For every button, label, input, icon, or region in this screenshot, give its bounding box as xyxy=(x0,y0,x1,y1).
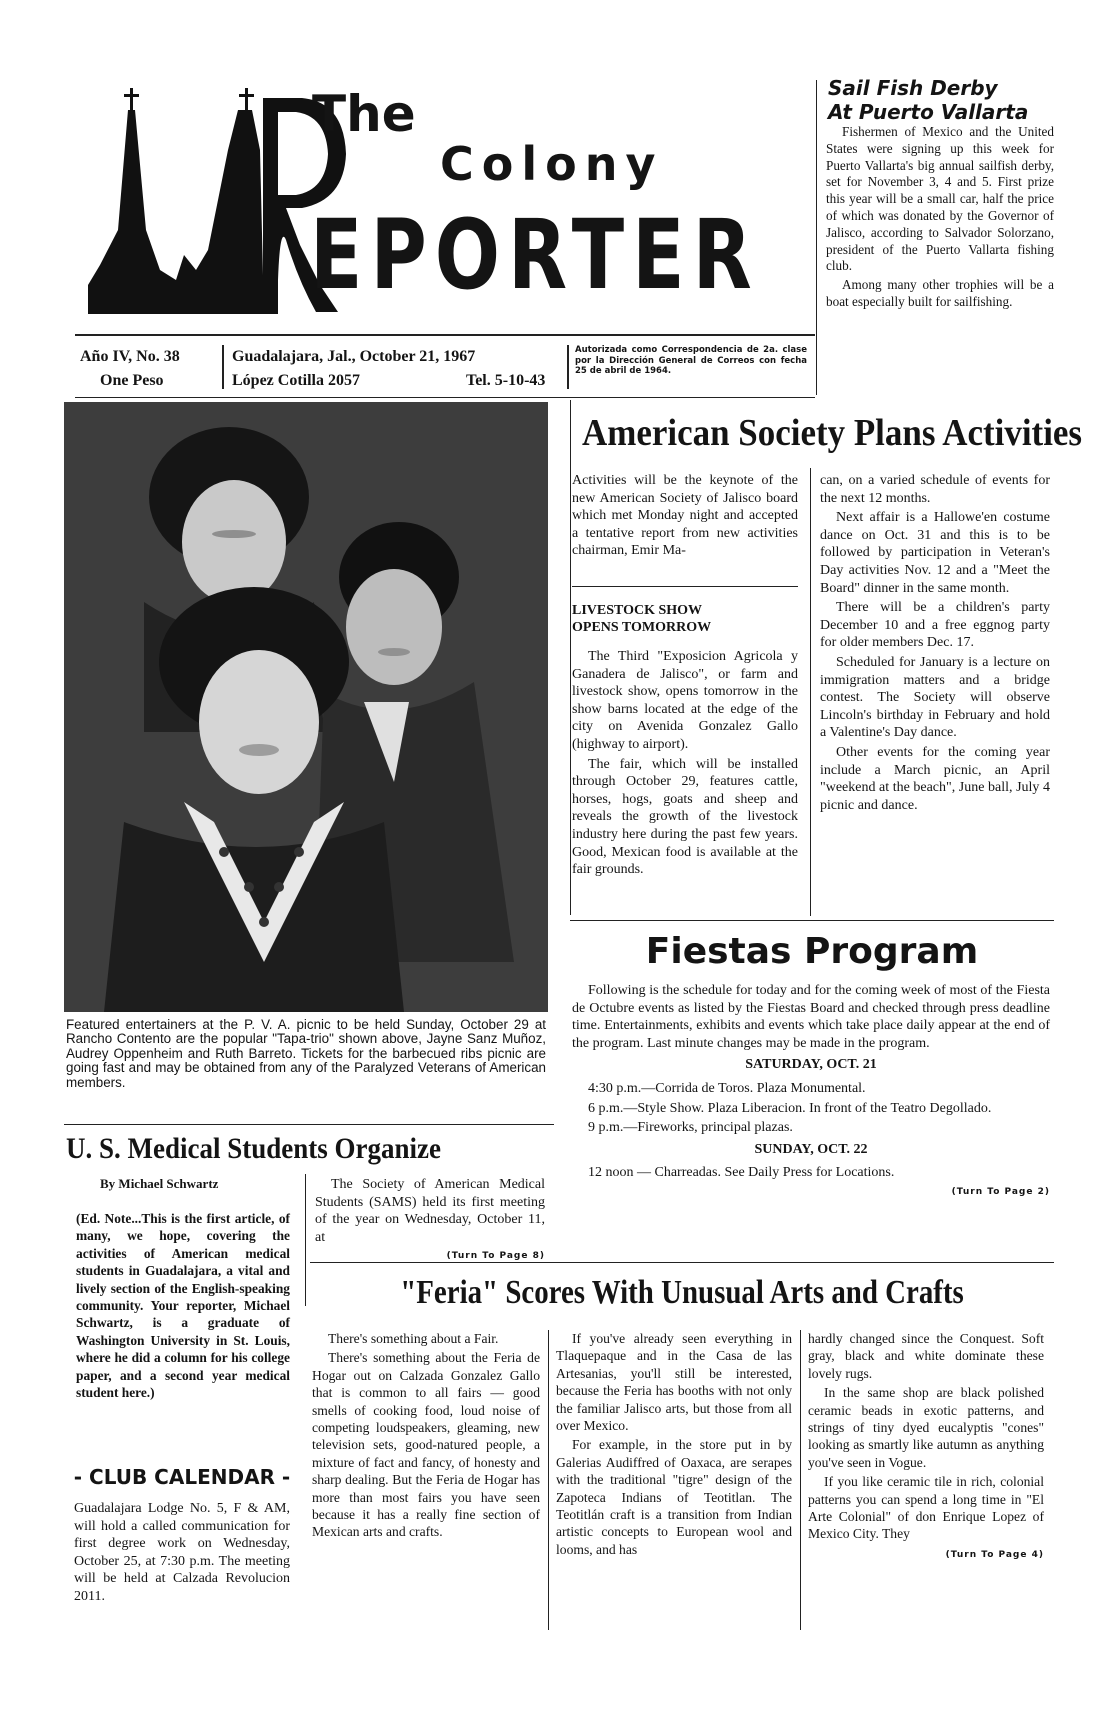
feria-turn: (Turn To Page 4) xyxy=(945,1549,1044,1560)
trio-photo-image xyxy=(64,402,548,1012)
section-rule xyxy=(572,586,798,587)
photo-caption: Featured entertainers at the P. V. A. picnic to be held Sunday, October 29 at Rancho Contento are the popular "Tapa-trio" shown above, Jayne Sanz Muñoz, Audrey Oppenheim and Ruth Barreto. Tickets for the barbecued ribs picnic are going fast and may be obtained from any of the Paralyzed Veterans of American members. xyxy=(66,1017,546,1090)
column-rule xyxy=(816,80,817,395)
society-paragraph: Other events for the coming year include a March picnic, an April "weekend at the beach", June ball, July 4 picnic and dance. xyxy=(820,744,1050,813)
section-rule xyxy=(570,920,1054,921)
column-rule xyxy=(570,400,571,915)
issue-number: Año IV, No. 38 xyxy=(80,348,180,365)
society-paragraph: Next affair is a Hallowe'en costume dance on Oct. 31 and this is to be followed by participation in Veteran's Day activities Nov. 12 and a "Meet the Board" dinner in the same month. xyxy=(820,510,1050,596)
masthead-divider xyxy=(567,345,569,389)
feria-paragraph: If you've already seen everything in Tlaquepaque and in the Casa de las Artesanias, you'll still be interested, because the Feria has booths with not only the familiar Jalisco arts, but those from all over Mexico. xyxy=(556,1331,792,1434)
sailfish-headline-1: Sail Fish Derby xyxy=(828,76,998,100)
medical-headline: U. S. Medical Students Organize xyxy=(66,1132,442,1165)
fiestas-day: SATURDAY, OCT. 21 xyxy=(745,1057,877,1073)
city-date: Guadalajara, Jal., October 21, 1967 xyxy=(232,348,476,365)
masthead-divider xyxy=(222,345,224,389)
medical-body xyxy=(315,1176,545,1266)
fiestas-event: 9 p.m.—Fireworks, principal plazas. xyxy=(588,1120,793,1136)
livestock-body xyxy=(572,648,798,881)
club-body: Guadalajara Lodge No. 5, F & AM, will hold a called communication for first degree work on Wednesday, October 25, at 7:30 p.m. The meeting will be held at Calzada Revolucion 2011. xyxy=(74,1501,290,1604)
fiestas-event: 12 noon — Charreadas. See Daily Press for Locations. xyxy=(588,1165,895,1181)
medical-turn: (Turn To Page 8) xyxy=(446,1251,545,1262)
address: López Cotilla 2057 xyxy=(232,372,360,389)
club-headline: - CLUB CALENDAR - xyxy=(73,1465,291,1489)
feria-paragraph: hardly changed since the Conquest. Soft gray, black and white dominate these lovely rugs. xyxy=(808,1331,1044,1381)
masthead-rule-bottom xyxy=(75,397,815,398)
masthead-colony: Colony xyxy=(440,137,664,191)
medical-ed-note: (Ed. Note...This is the first article, of many, we hope, covering the activities of American medical students in Guadalajara, a vital and lively section of the English-speaking community. Your reporter, Michael Schwartz, is a graduate of Washington University in St. Louis, where he did a column for his college paper, and a second year medical student here.) xyxy=(76,1211,290,1401)
column-rule xyxy=(548,1330,549,1630)
livestock-paragraph: The Third "Exposicion Agricola y Ganadera de Jalisco", or farm and livestock show, opens tomorrow in the show barns located at the edge of the city on Avenida Gonzalez Gallo (highway to airport). xyxy=(572,649,798,752)
section-rule xyxy=(64,1124,554,1125)
medical-byline: By Michael Schwartz xyxy=(100,1176,219,1191)
fiestas-turn: (Turn To Page 2) xyxy=(951,1186,1050,1197)
feria-col-3 xyxy=(808,1330,1044,1564)
phone: Tel. 5-10-43 xyxy=(466,372,546,389)
fiestas-event: 4:30 p.m.—Corrida de Toros. Plaza Monumental. xyxy=(588,1080,866,1096)
column-rule xyxy=(305,1174,306,1306)
american-society-lead: Activities will be the keynote of the new American Society of Jalisco board which met Monday night and accepted a tentative report from new activities chairman, Emir Ma- xyxy=(572,473,798,559)
price: One Peso xyxy=(100,372,164,389)
sailfish-paragraph: Fishermen of Mexico and the United States were signing up this week for Puerto Vallarta's big annual sailfish derby, set for November 3, 4 and 5. First prize this year will be a small car, half the price of which was donated by the Governor of Jalisco, according to Salvador Solorzano, president of the Puerto Vallarta fishing club. xyxy=(826,124,1054,274)
sailfish-paragraph: Among many other trophies will be a boat especially built for sailfishing. xyxy=(826,277,1054,309)
column-rule xyxy=(800,1330,801,1630)
sailfish-headline-2: At Puerto Vallarta xyxy=(828,100,1029,124)
livestock-headline: LIVESTOCK SHOW OPENS TOMORROW xyxy=(572,603,712,635)
fiestas-headline: Fiestas Program xyxy=(645,931,979,972)
fiestas-day: SUNDAY, OCT. 22 xyxy=(754,1141,868,1157)
american-society-right xyxy=(820,472,1050,816)
sailfish-body xyxy=(826,124,1054,313)
livestock-paragraph: The fair, which will be installed through October 29, features cattle, horses, hogs, goats and sheep and reveals the growth of the livestock industry here during the past few years. Good, Mexican food is available at the fair grounds. xyxy=(572,756,798,878)
fiestas-event: 6 p.m.—Style Show. Plaza Liberacion. In front of the Teatro Degollado. xyxy=(588,1100,992,1116)
society-paragraph: Scheduled for January is a lecture on immigration matters and a bridge contest. The Society will observe Lincoln's birthday in February and hold a Valentine's Day dance. xyxy=(820,654,1050,741)
feria-paragraph: For example, in the store put in by Galerias Audiffred of Oaxaca, are serapes with the traditional "tigre" design of the Zapoteca Indians of Teotitlan. The Teotitlán craft is a transition from Indian artistic concepts to European wool and looms, and has xyxy=(556,1437,792,1557)
society-paragraph: can, on a varied schedule of events for the next 12 months. xyxy=(820,473,1050,506)
medical-paragraph: The Society of American Medical Students (SAMS) held its first meeting of the year on Wednesday, October 11, at xyxy=(315,1177,545,1245)
american-society-headline: American Society Plans Activities xyxy=(582,412,1083,454)
column-rule xyxy=(810,468,811,916)
feria-paragraph: There's something about the Feria de Hogar out on Calzada Gonzalez Gallo that is common to all fairs — good smells of cooking food, loud noise of competing loudspeakers, gleaming, new television sets, good-natured people, a mixture of fact and fancy, of honesty and sharp dealing. But the Feria de Hogar has more than most fairs you have seen because it has a really fine section of Mexican arts and crafts. xyxy=(312,1350,540,1540)
sailfish-headline xyxy=(828,76,1028,124)
fiestas-body xyxy=(572,982,1050,1202)
feria-paragraph: There's something about a Fair. xyxy=(328,1331,499,1346)
trio-photo xyxy=(64,402,548,1012)
feria-col-2 xyxy=(556,1330,792,1560)
society-paragraph: There will be a children's party December 10 and a free eggnog party for older members Dec. 17. xyxy=(820,600,1050,651)
masthead-reporter: EPORTER xyxy=(310,199,760,311)
feria-paragraph: In the same shop are black polished ceramic beads in exotic patterns, and strings of tiny dyed eucalyptis "cones" looking as smartly like autumn as anything you've seen in Vogue. xyxy=(808,1385,1044,1470)
masthead-the: The xyxy=(312,85,416,143)
feria-paragraph: If you like ceramic tile in rich, colonial patterns you can spend a long time in "El Arte Colonial" of don Enrique Lopez of Mexico City. They xyxy=(808,1474,1044,1542)
masthead-rule xyxy=(75,334,815,336)
postal-note: Autorizada como Correspondencia de 2a. clase por la Dirección General de Correos con fecha 25 de abril de 1964. xyxy=(575,345,807,376)
feria-headline: "Feria" Scores With Unusual Arts and Crafts xyxy=(400,1274,964,1311)
fiestas-intro: Following is the schedule for today and for the coming week of most of the Fiesta de Octubre events as listed by the Fiestas Board and checked through press deadline time. Entertainments, exhibits and events which take place daily appear at the end of the program. Last minute changes may be made in the program. xyxy=(572,983,1050,1051)
feria-col-1 xyxy=(312,1330,540,1543)
section-rule xyxy=(310,1262,1054,1263)
